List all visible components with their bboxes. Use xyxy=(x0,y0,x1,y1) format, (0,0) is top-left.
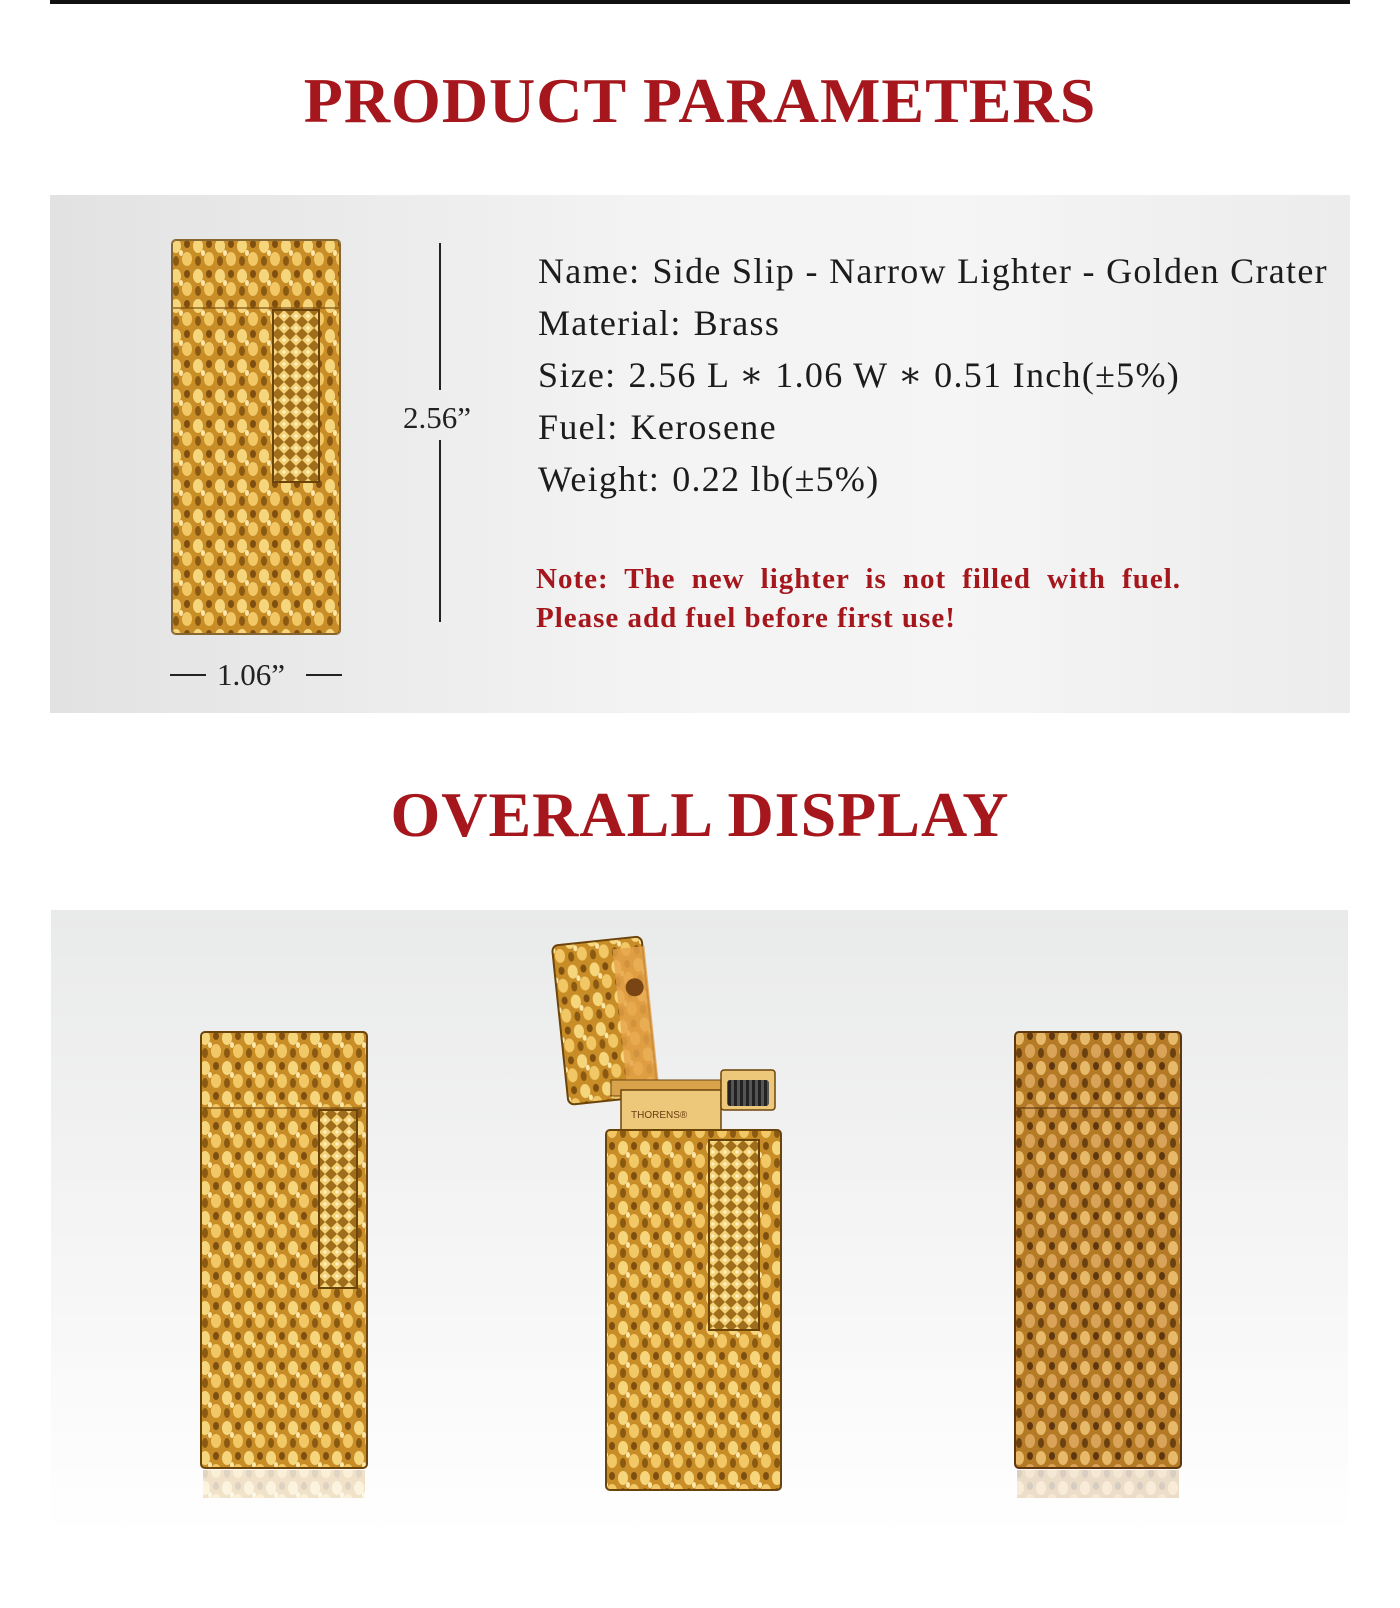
product-parameters-title: PRODUCT PARAMETERS xyxy=(303,65,1097,136)
height-dimension-line-top xyxy=(439,243,441,390)
spec-label: Name: xyxy=(538,251,641,291)
spec-value: Side Slip - Narrow Lighter - Golden Crater xyxy=(652,251,1328,291)
height-dimension-line-bottom xyxy=(439,440,441,622)
spec-label: Weight: xyxy=(538,459,661,499)
width-dimension xyxy=(170,655,342,695)
height-dimension-label: 2.56” xyxy=(403,400,472,435)
spec-value: Kerosene xyxy=(630,407,777,447)
spec-row-name xyxy=(538,245,1328,297)
fuel-note: Note: The new lighter is not filled with fuel. Please add fuel before first use! xyxy=(536,563,1181,634)
overall-display-panel xyxy=(51,910,1348,1536)
overall-display-title: OVERALL DISPLAY xyxy=(390,779,1010,850)
spec-label: Size: xyxy=(538,355,617,395)
width-dimension-line-left xyxy=(170,674,206,676)
spec-row-material xyxy=(538,297,1328,349)
spec-row-fuel xyxy=(538,401,1328,453)
spec-value: 2.56 L ∗ 1.06 W ∗ 0.51 Inch(±5%) xyxy=(628,355,1181,395)
spec-label: Material: xyxy=(538,303,682,343)
spec-value: 0.22 lb(±5%) xyxy=(672,459,880,499)
lighter-front-image xyxy=(199,1030,369,1500)
lighter-product-image xyxy=(170,238,342,636)
brand-engraving: THORENS® xyxy=(631,1110,688,1121)
lighter-back-image xyxy=(1013,1030,1183,1500)
width-dimension-label: 1.06” xyxy=(217,657,286,692)
spec-label: Fuel: xyxy=(538,407,619,447)
spec-row-weight xyxy=(538,453,1328,505)
spec-value: Brass xyxy=(693,303,781,343)
spec-list xyxy=(538,245,1328,505)
spec-row-size xyxy=(538,349,1328,401)
top-divider-bar xyxy=(50,0,1350,4)
width-dimension-line-right xyxy=(306,674,342,676)
lighter-open-image xyxy=(551,930,791,1500)
